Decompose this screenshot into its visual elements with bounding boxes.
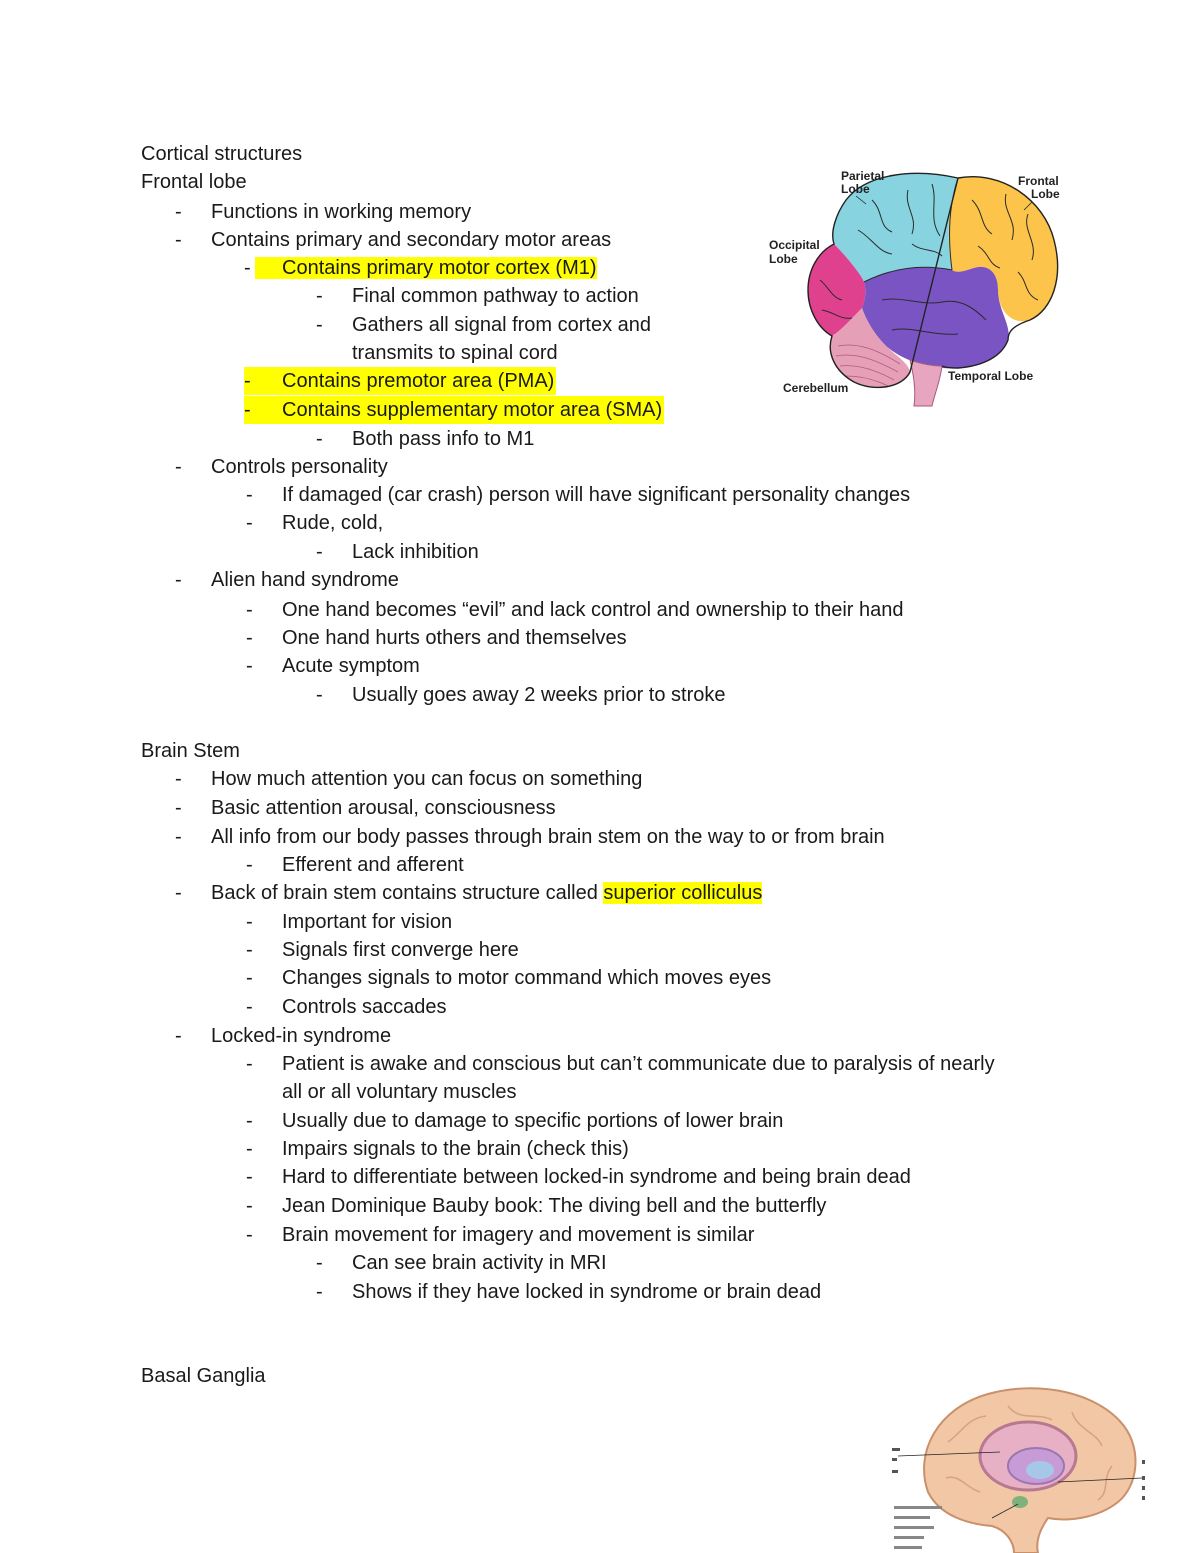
list-item: One hand becomes “evil” and lack control and ownership to their hand — [282, 599, 904, 621]
label-cerebellum: Cerebellum — [783, 381, 849, 395]
list-item: If damaged (car crash) person will have significant personality changes — [282, 484, 911, 506]
highlight-superior-colliculus: superior colliculus — [603, 882, 763, 904]
list-item: Contains primary and secondary motor areas — [211, 229, 612, 251]
brain-stem-region — [910, 360, 942, 406]
bullet: - — [246, 1053, 253, 1075]
list-item: All info from our body passes through brain stem on the way to or from brain — [211, 826, 885, 848]
list-item: Rude, cold, — [282, 512, 384, 534]
list-item: Functions in working memory — [211, 201, 472, 223]
bullet: - — [244, 370, 251, 392]
list-item: Usually goes away 2 weeks prior to stroke — [352, 684, 726, 706]
section-title-cortical: Cortical structures — [141, 143, 303, 165]
bullet: - — [316, 285, 323, 307]
bullet: - — [175, 201, 182, 223]
bullet: - — [316, 314, 323, 336]
label-occipital-lobe: Lobe — [769, 252, 798, 266]
highlight: Contains premotor area (PMA) — [282, 370, 555, 392]
section-title-brain-stem: Brain Stem — [141, 740, 240, 762]
basal-ganglia-diagram — [888, 1382, 1150, 1553]
list-item: Basic attention arousal, consciousness — [211, 797, 556, 819]
label-parietal-lobe: Lobe — [841, 182, 870, 196]
brain-lobes-diagram — [762, 160, 1062, 408]
list-item: Controls personality — [211, 456, 388, 478]
list-item: Signals first converge here — [282, 939, 519, 961]
list-item: Acute symptom — [282, 655, 420, 677]
label-occipital: Occipital — [769, 238, 820, 252]
label-frontal: Frontal — [1018, 174, 1059, 188]
globus-pallidus-structure — [1026, 1461, 1054, 1479]
list-item-text: Back of brain stem contains structure called — [211, 882, 604, 904]
bullet: - — [246, 1195, 253, 1217]
bullet: - — [246, 484, 253, 506]
list-item: Hard to differentiate between locked-in syndrome and being brain dead — [282, 1166, 911, 1188]
bullet: - — [175, 768, 182, 790]
list-item: Can see brain activity in MRI — [352, 1252, 607, 1274]
list-item: Changes signals to motor command which moves eyes — [282, 967, 772, 989]
bullet: - — [244, 399, 251, 421]
bullet: - — [316, 541, 323, 563]
bullet: - — [316, 684, 323, 706]
bullet: - — [175, 229, 182, 251]
bullet: - — [246, 996, 253, 1018]
bullet: - — [316, 1252, 323, 1274]
bullet: - — [246, 599, 253, 621]
bullet: - — [246, 939, 253, 961]
bullet: - — [246, 1166, 253, 1188]
list-item: One hand hurts others and themselves — [282, 627, 627, 649]
list-item-highlighted — [244, 367, 556, 395]
bullet: - — [246, 1138, 253, 1160]
bullet: - — [175, 797, 182, 819]
list-item: Gathers all signal from cortex and — [352, 314, 652, 336]
list-item — [211, 879, 762, 907]
list-item: How much attention you can focus on something — [211, 768, 643, 790]
list-item: Usually due to damage to specific portions of lower brain — [282, 1110, 784, 1132]
list-item: Brain movement for imagery and movement is similar — [282, 1224, 755, 1246]
subsection-title-frontal: Frontal lobe — [141, 171, 247, 193]
bullet: - — [246, 967, 253, 989]
label-temporal-lobe: Temporal Lobe — [948, 369, 1034, 383]
list-item-highlighted — [244, 396, 664, 424]
list-item: Alien hand syndrome — [211, 569, 399, 591]
bullet: - — [246, 627, 253, 649]
list-item: Locked-in syndrome — [211, 1025, 392, 1047]
list-item-highlighted — [255, 254, 599, 282]
list-item: Important for vision — [282, 911, 453, 933]
highlight: Contains supplementary motor area (SMA) — [282, 399, 663, 421]
list-item: Impairs signals to the brain (check this) — [282, 1138, 629, 1160]
list-item-continuation: all or all voluntary muscles — [282, 1081, 517, 1103]
bullet: - — [246, 854, 253, 876]
section-title-basal-ganglia: Basal Ganglia — [141, 1365, 266, 1387]
label-frontal-lobe: Lobe — [1031, 187, 1060, 201]
bullet: - — [246, 655, 253, 677]
highlight: Contains primary motor cortex (M1) — [255, 257, 597, 279]
list-item: Jean Dominique Bauby book: The diving bell and the butterfly — [282, 1195, 827, 1217]
list-item: Patient is awake and conscious but can’t communicate due to paralysis of nearly — [282, 1053, 995, 1075]
bullet: - — [316, 1281, 323, 1303]
list-item: Both pass info to M1 — [352, 428, 535, 450]
bullet: - — [316, 428, 323, 450]
list-item: Controls saccades — [282, 996, 447, 1018]
list-item: Lack inhibition — [352, 541, 479, 563]
bullet: - — [175, 1025, 182, 1047]
list-item: Efferent and afferent — [282, 854, 464, 876]
bullet: - — [175, 569, 182, 591]
label-parietal: Parietal — [841, 169, 885, 183]
list-item: Final common pathway to action — [352, 285, 639, 307]
bullet: - — [246, 1110, 253, 1132]
bullet: - — [246, 512, 253, 534]
bullet: - — [246, 1224, 253, 1246]
list-item: Shows if they have locked in syndrome or brain dead — [352, 1281, 822, 1303]
list-item-continuation: transmits to spinal cord — [352, 342, 558, 364]
bullet: - — [175, 456, 182, 478]
bullet: - — [244, 257, 251, 279]
bullet: - — [175, 882, 182, 904]
bullet: - — [246, 911, 253, 933]
bullet: - — [175, 826, 182, 848]
